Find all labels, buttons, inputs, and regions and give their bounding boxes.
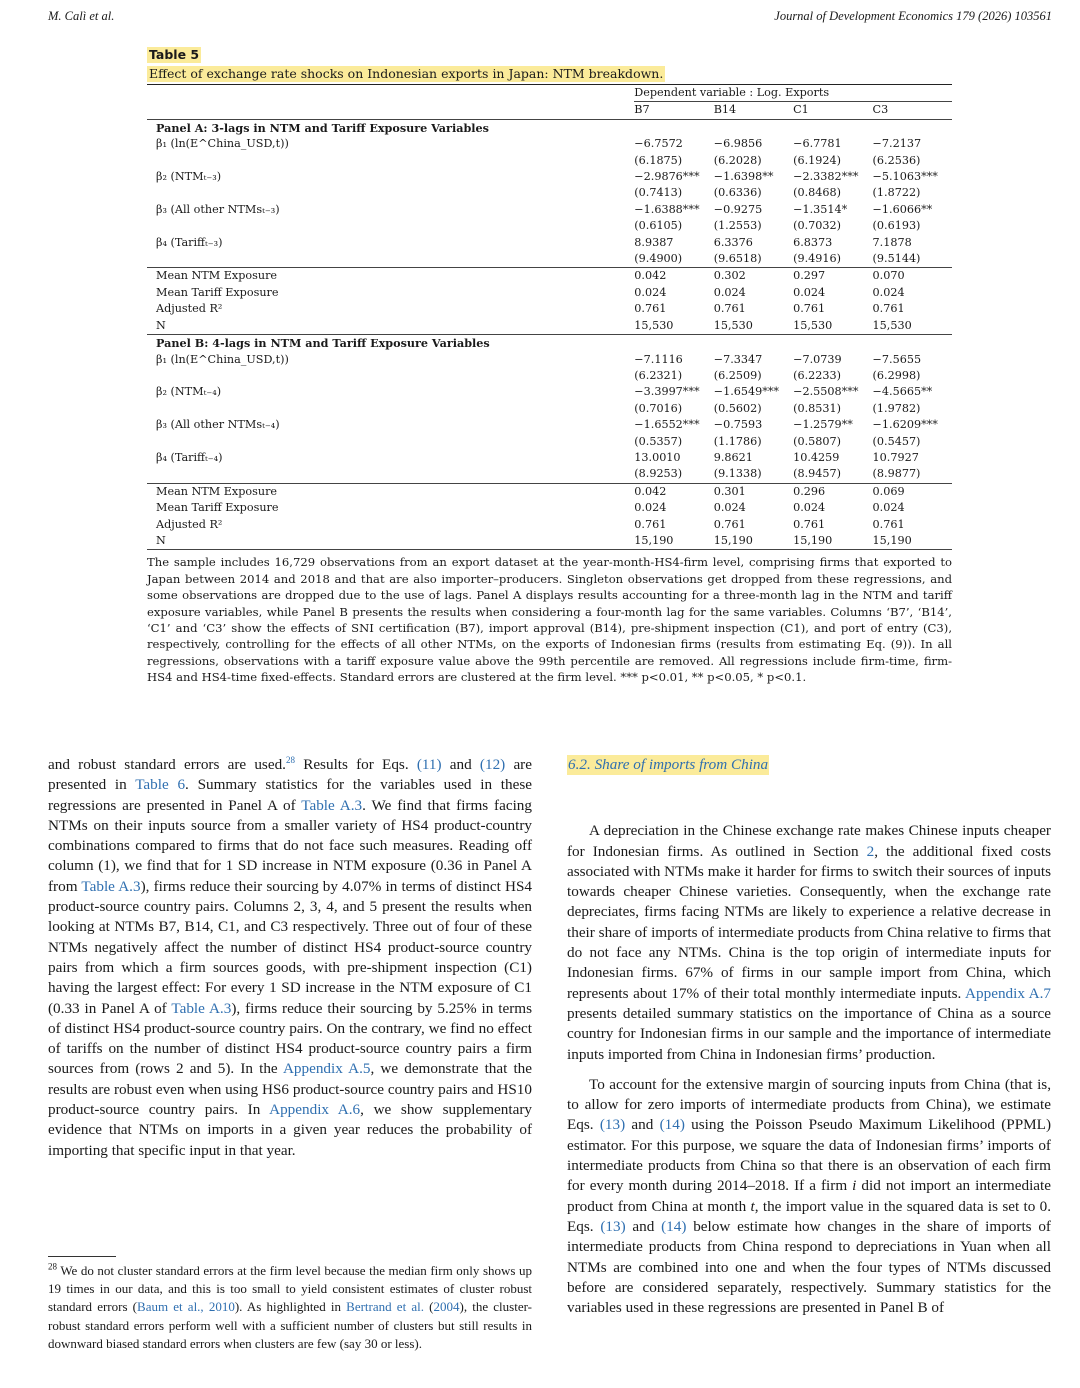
table-cell: −1.6398** [713, 170, 774, 184]
stats-row [147, 301, 952, 317]
table-cell: 0.761 [634, 517, 667, 531]
table-cell: −6.7781 [793, 137, 842, 151]
table-cell: 15,530 [713, 318, 753, 332]
table-cell: 0.301 [714, 483, 793, 500]
table-cell: (6.1924) [793, 153, 841, 167]
stats-row [147, 285, 952, 301]
dependent-variable-label: Dependent variable : Log. Exports [634, 85, 952, 102]
table-cell: 0.024 [634, 501, 667, 515]
table-row [147, 417, 952, 433]
table-cell: 0.296 [793, 483, 872, 500]
row-label: N [147, 533, 634, 550]
table-cell: 15,530 [634, 318, 674, 332]
table-cell: 0.042 [634, 483, 713, 500]
section-heading: 6.2. Share of imports from China [567, 755, 769, 775]
table-row [147, 169, 952, 185]
footnote-rule [48, 1256, 116, 1257]
table-cell: 6.3376 [713, 235, 753, 249]
table-cell: −1.6552*** [634, 418, 700, 432]
table-cell: −0.7593 [713, 418, 763, 432]
journal-citation: Journal of Development Economics 179 (2026) 103561 [774, 9, 1052, 23]
row-label [147, 466, 634, 483]
table-row [147, 384, 952, 400]
row-label [147, 434, 634, 450]
table-cell: 10.7927 [872, 450, 919, 464]
table-cell: 15,190 [873, 533, 952, 550]
eq-link[interactable]: (13) [599, 1116, 626, 1134]
stats-row [147, 517, 952, 533]
panel-title: Panel A: 3-lags in NTM and Tariff Exposure Variables [147, 119, 952, 136]
table-cell: −7.1116 [634, 352, 683, 366]
row-label [147, 251, 634, 268]
row-label [147, 368, 634, 384]
table-cell: (9.5144) [872, 252, 921, 266]
row-label: Mean Tariff Exposure [156, 285, 279, 299]
table-cell: −0.9275 [713, 202, 763, 216]
row-label: β₂ (NTMₜ₋₄) [156, 385, 222, 399]
stats-row [147, 268, 952, 285]
row-label [147, 153, 634, 169]
table-cell: (8.9877) [872, 467, 921, 481]
footnote-28: $^{28}$ We do not cluster standard errors at the firm level because the median firm only shows up 19 times in our data, and this is too small to yield consistent estimates of cluster robust standard errors (Baum et al., 2010). As highlighted in Bertrand et al. (2004), the cluster-robust standard errors perform well with a sufficient number of clusters but still results in downward biased standard errors when clusters are few (say 30 or less). [48, 1261, 532, 1351]
eq-link[interactable]: (14) [659, 1116, 685, 1134]
table-row [147, 136, 952, 152]
table-cell: (8.9253) [634, 467, 683, 481]
citation-link[interactable]: Bertrand et al. [346, 1299, 424, 1315]
row-label [147, 185, 634, 201]
table-cell: 0.024 [872, 501, 905, 515]
table-number: Table 5 [149, 47, 200, 62]
table-cell: (6.2998) [872, 368, 921, 382]
table-row [147, 218, 952, 234]
table-cell: 8.9387 [634, 235, 674, 249]
stats-row [147, 318, 952, 335]
table-cell: −3.3997*** [634, 385, 700, 399]
row-label: β₂ (NTMₜ₋₃) [156, 170, 222, 184]
table-cell: (0.6105) [634, 219, 683, 233]
table-cell: (9.6518) [713, 252, 762, 266]
table-cell: −2.9876*** [634, 170, 700, 184]
table-title: Effect of exchange rate shocks on Indonesian exports in Japan: NTM breakdown. [149, 66, 664, 81]
appendix-link[interactable]: Appendix A.5 [282, 1060, 371, 1078]
table-cell: 0.042 [634, 268, 713, 285]
table-cell: −7.0739 [793, 352, 842, 366]
table-cell: −2.3382*** [793, 170, 859, 184]
column-header: B14 [713, 103, 737, 117]
table-cell: (0.7032) [793, 219, 841, 233]
table-row [147, 450, 952, 466]
table-cell: 0.761 [793, 302, 826, 316]
table-link[interactable]: Table 6 [135, 776, 186, 794]
table-cell: (1.1786) [713, 434, 762, 448]
table-row [147, 352, 952, 368]
stub-cell [147, 102, 634, 119]
appendix-link[interactable]: Appendix A.7 [965, 984, 1051, 1002]
panel-title: Panel B: 4-lags in NTM and Tariff Exposure Variables [147, 335, 952, 352]
paragraph: A depreciation in the Chinese exchange rate makes Chinese inputs cheaper for Indonesian firms. As outlined in Section 2, the additional fixed costs associated with NTMs make it harder for firms to switch their sources of inputs towards cheaper Chinese varieties. Consequently, when the exchange rate depreciates, firms facing NTMs are likely to experience a relative decrease in their share of imports of intermediate products from China relative to firms that do not face any NTMs. China is the top origin of intermediate inputs for Indonesian firms. 67% of firms in our sample import from China, which represents about 17% of their total monthly intermediate inputs. Appendix A.7 presents detailed summary statistics on the importance of China as a source country for Indonesian firms in our sample and the importance of intermediate inputs imported from China in Indonesian firms’ production. [567, 822, 1051, 1063]
row-label: Mean NTM Exposure [147, 483, 634, 500]
row-label: Adjusted R² [156, 517, 223, 531]
footnote-ref[interactable]: 28 [285, 754, 295, 765]
table-cell: 0.761 [872, 302, 905, 316]
table-cell: (9.1338) [713, 467, 762, 481]
table-row [147, 466, 952, 483]
table-cell: 0.761 [713, 302, 746, 316]
table-cell: 15,190 [714, 533, 793, 550]
table-cell: (0.8468) [793, 186, 841, 200]
table-cell: (1.9782) [872, 401, 921, 415]
stub-cell [147, 85, 634, 102]
row-label: Mean Tariff Exposure [156, 501, 279, 515]
eq-link[interactable]: (12) [479, 756, 506, 773]
table-row [147, 434, 952, 450]
row-label: β₁ (ln(E^China_USD,t)) [156, 137, 289, 151]
table-cell: 15,190 [793, 533, 872, 550]
table-cell: 0.069 [873, 483, 952, 500]
table-row [147, 202, 952, 218]
table-cell: 0.024 [713, 501, 746, 515]
left-text-column [48, 755, 532, 1161]
table-row [147, 235, 952, 251]
table-cell: 9.8621 [713, 450, 753, 464]
table-cell: 6.8373 [793, 235, 833, 249]
row-label: β₄ (Tariffₜ₋₄) [156, 450, 223, 464]
row-label [147, 218, 634, 234]
eq-link[interactable]: (13) [600, 1217, 626, 1235]
table-cell: 0.024 [634, 285, 667, 299]
table-cell: (0.5457) [872, 434, 921, 448]
table-cell: −7.5655 [872, 352, 922, 366]
table-cell: −2.5508*** [793, 385, 859, 399]
table-cell: (0.6336) [713, 186, 762, 200]
table-cell: 13.0010 [634, 450, 681, 464]
table-cell: 0.024 [793, 285, 826, 299]
column-header: C3 [872, 103, 889, 117]
table-cell: (0.7413) [634, 186, 683, 200]
table-row [147, 185, 952, 201]
row-label: β₃ (All other NTMsₜ₋₄) [156, 418, 280, 432]
stats-row [147, 483, 952, 500]
citation-link[interactable]: Baum et al., 2010 [137, 1299, 235, 1315]
table-cell: (0.8531) [793, 401, 841, 415]
table-cell: −6.7572 [634, 137, 683, 151]
stats-row [147, 500, 952, 516]
row-label: Mean NTM Exposure [147, 268, 634, 285]
table-cell: 10.4259 [793, 450, 840, 464]
row-label: β₄ (Tariffₜ₋₃) [156, 235, 223, 249]
table-cell: (6.2536) [872, 153, 921, 167]
eq-link[interactable]: (11) [416, 756, 442, 773]
table-cell: 15,530 [872, 318, 912, 332]
table-cell: −1.3514* [793, 202, 848, 216]
table-cell: (6.2321) [634, 368, 683, 382]
table-cell: (6.2233) [793, 368, 841, 382]
row-label: Adjusted R² [156, 302, 223, 316]
table-cell: (1.8722) [872, 186, 921, 200]
table-cell: (6.2028) [713, 153, 762, 167]
column-header: C1 [793, 103, 809, 117]
table-cell: (0.5357) [634, 434, 683, 448]
table-cell: (9.4900) [634, 252, 683, 266]
table-cell: −7.2137 [872, 137, 922, 151]
column-header: B7 [634, 103, 650, 117]
regression-table [147, 84, 952, 550]
table-row [147, 251, 952, 268]
table-cell: (0.5602) [713, 401, 762, 415]
table-link[interactable]: Table A.3 [171, 999, 232, 1017]
table-cell: 0.024 [793, 501, 826, 515]
table-cell: 0.761 [713, 517, 746, 531]
table-cell: 0.024 [872, 285, 905, 299]
table-link[interactable]: Table A.3 [301, 796, 363, 814]
eq-link[interactable]: (14) [661, 1217, 687, 1235]
paragraph: and robust standard errors are used.$^{28}$ Results for Eqs. (11) and (12) are presented in Table 6. Summary statistics for the variables used in these regressions are presented in Panel A of Table A.3. We find that firms facing NTMs on their inputs source from a smaller variety of HS4 product-country combinations compared to firms that do not face such measures. Reading off column (1), we find that for 1 SD increase in NTM exposure (0.36 in Panel A from Table A.3), firms reduce their sourcing by 4.07% in terms of distinct HS4 product-source country pairs. Columns 2, 3, 4, and 5 present the results when looking at NTMs B7, B14, C1, and C3 respectively. Three out of four of these NTMs negatively affect the number of distinct HS4 product-source country pairs from which a firm sources goods, with pre-shipment inspection (C1) having the largest effect: For every 1 SD increase in the NTM exposure of C1 (0.33 in Panel A of Table A.3), firms reduce their sourcing by 5.25% in terms of distinct HS4 product-source country pairs. On the contrary, we find no effect of tariffs on the number of distinct HS4 product-source country pairs a firm sources from (rows 2 and 5). In the Appendix A.5, we demonstrate that the results are robust even when using HS6 product-source country pairs and HS10 product-source country pairs. In Appendix A.6, we show supplementary evidence that NTMs on imports in a given year reduces the probability of importing that specific input in that year. [48, 754, 533, 1159]
table-note: The sample includes 16,729 observations from an export dataset at the year-month-HS4-firm level, comprising firms that exported to Japan between 2014 and 2018 and that are also importer–producers. Singleton observations get dropped from these regressions, and some observations are dropped due to the use of lags. Panel A displays results accounting for a three-month lag in the NTM and tariff exposure variables, while Panel B presents the results when considering a four-month lag for the same variables. Columns ‘B7’, ‘B14’, ‘C1’ and ‘C3’ show the effects of SNI certification (B7), import approval (B14), pre-shipment inspection (C1), and port of entry (C3), respectively, controlling for the effects of all other NTMs, on the exports of Indonesian firms (results from estimating Eq. (9)). In all regressions, observations with a tariff exposure value above the 99th percentile are removed. All regressions include firm-time, firm-HS4 and HS4-time fixed-effects. Standard errors are clustered at the firm level. *** p<0.01, ** p<0.05, * p<0.1. [147, 555, 952, 685]
table-cell: −4.5665** [872, 385, 933, 399]
panel-title-row [147, 335, 952, 352]
table-cell: 0.761 [793, 517, 826, 531]
table-cell: (6.2509) [713, 368, 762, 382]
table-cell: 15,190 [634, 533, 713, 550]
table-cell: −1.6066** [872, 202, 933, 216]
row-label: N [156, 318, 166, 332]
table-cell: (1.2553) [713, 219, 762, 233]
table-row [147, 368, 952, 384]
table-row [147, 401, 952, 417]
table-cell: −5.1063*** [872, 170, 938, 184]
paragraph: To account for the extensive margin of sourcing inputs from China (that is, to allow for zero imports of intermediate products from China), we estimate Eqs. (13) and (14) using the Poisson Pseudo Maximum Likelihood (PPML) estimator. For this purpose, we square the data of Indonesian firms’ imports of intermediate products from China so that there is an observation of each firm for every month during 2014–2018. If a firm i did not import an intermediate product from China at month t, the import value in the squared data is set to 0. Eqs. (13) and (14) below estimate how changes in the share of imports of intermediate products from China respond to depreciations in Yuan when all NTMs are combined into one and when the four types of NTMs discussed before are considered separately, respectively. Summary statistics for the variables used in these regressions are presented in Panel B of [567, 1075, 1052, 1317]
table-cell: −1.6388*** [634, 202, 700, 216]
table-row [147, 153, 952, 169]
table-cell: 0.070 [873, 268, 952, 285]
row-label: β₁ (ln(E^China_USD,t)) [156, 352, 289, 366]
table-cell: −1.6209*** [872, 418, 938, 432]
panel-title-row [147, 119, 952, 136]
table-cell: −7.3347 [713, 352, 763, 366]
table-5 [147, 44, 952, 686]
table-cell: (0.5807) [793, 434, 841, 448]
table-cell: 7.1878 [872, 235, 912, 249]
right-text-column [567, 755, 1051, 1318]
table-cell: 0.297 [793, 268, 872, 285]
column-header-row [147, 102, 952, 119]
table-cell: (0.7016) [634, 401, 683, 415]
table-cell: 0.761 [634, 302, 667, 316]
table-cell: 15,530 [793, 318, 833, 332]
table-cell: 0.024 [713, 285, 746, 299]
table-cell: (8.9457) [793, 467, 841, 481]
running-author: M. Calì et al. [48, 9, 115, 23]
appendix-link[interactable]: Appendix A.6 [269, 1101, 361, 1119]
table-cell: (9.4916) [793, 252, 841, 266]
table-cell: −6.9856 [713, 137, 763, 151]
row-label: β₃ (All other NTMsₜ₋₃) [156, 202, 280, 216]
section-link[interactable]: 2 [866, 842, 875, 860]
citation-link[interactable]: 2004 [433, 1299, 460, 1315]
table-cell: (6.1875) [634, 153, 683, 167]
table-cell: −1.6549*** [713, 385, 780, 399]
table-cell: (0.6193) [872, 219, 921, 233]
table-cell: 0.302 [714, 268, 793, 285]
table-cell: −1.2579** [793, 418, 853, 432]
row-label [147, 401, 634, 417]
stats-row [147, 533, 952, 550]
table-link[interactable]: Table A.3 [81, 877, 141, 895]
table-cell: 0.761 [872, 517, 905, 531]
